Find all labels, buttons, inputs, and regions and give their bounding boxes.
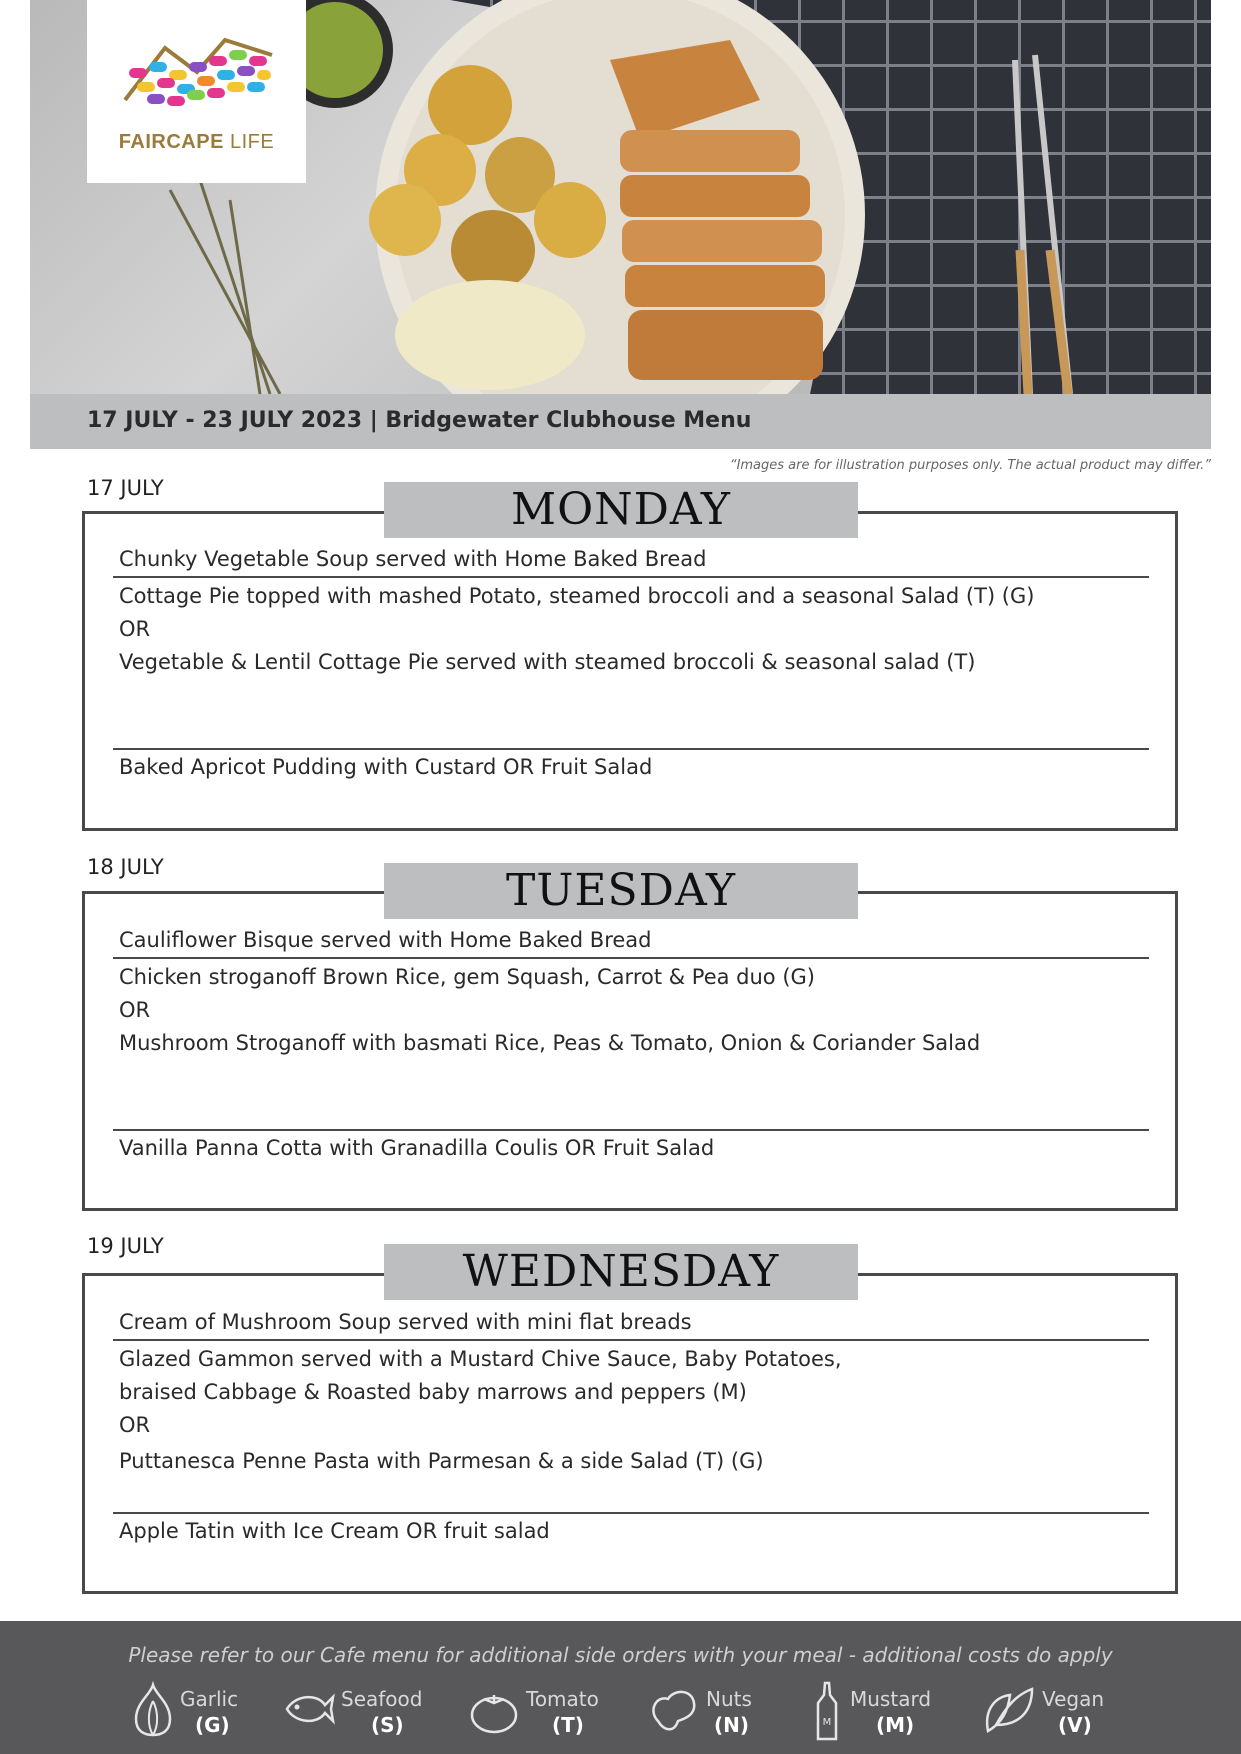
divider: [113, 1512, 1149, 1514]
brand-name: FAIRCAPE: [118, 131, 224, 153]
image-disclaimer: “Images are for illustration purposes only. The actual product may differ.”: [729, 458, 1211, 473]
logo-mountain-icon: [87, 0, 306, 130]
legend-nuts: [648, 1681, 778, 1743]
main-item-alt: Mushroom Stroganoff with basmati Rice, Peas & Tomato, Onion & Coriander Salad: [119, 1031, 981, 1055]
tomato-icon: [468, 1681, 520, 1737]
day-banner-wednesday: WEDNESDAY: [384, 1244, 858, 1300]
legend-code: (G): [195, 1713, 230, 1737]
legend-vegan: [980, 1681, 1120, 1743]
day-date-monday: 17 JULY: [87, 476, 164, 500]
main-item: Chicken stroganoff Brown Rice, gem Squash, Carrot & Pea duo (G): [119, 965, 815, 989]
legend-label: Tomato: [526, 1687, 599, 1711]
divider: [113, 1339, 1149, 1341]
hero-food-photo: [30, 0, 1211, 394]
day-banner-monday: MONDAY: [384, 482, 858, 538]
legend-mustard: [812, 1681, 952, 1743]
legend-code: (T): [552, 1713, 584, 1737]
dessert-item: Apple Tatin with Ice Cream OR fruit salad: [119, 1519, 550, 1543]
legend-code: (M): [876, 1713, 915, 1737]
or-label: OR: [119, 1413, 151, 1437]
legend-tomato: [468, 1681, 618, 1743]
leaf-icon: [980, 1681, 1036, 1737]
brand-logo: [87, 0, 306, 183]
or-label: OR: [119, 617, 151, 641]
main-item: Glazed Gammon served with a Mustard Chive Sauce, Baby Potatoes,: [119, 1347, 842, 1371]
divider: [113, 957, 1149, 959]
divider: [113, 748, 1149, 750]
main-item-continued: braised Cabbage & Roasted baby marrows and peppers (M): [119, 1380, 747, 1404]
brand-sub: LIFE: [229, 131, 275, 153]
legend-seafood: [283, 1681, 433, 1743]
main-item-alt: Puttanesca Penne Pasta with Parmesan & a side Salad (T) (G): [119, 1449, 764, 1473]
legend-label: Nuts: [706, 1687, 752, 1711]
divider: [113, 1129, 1149, 1131]
mustard-bottle-icon: [812, 1681, 842, 1743]
legend-label: Mustard: [850, 1687, 932, 1711]
or-label: OR: [119, 998, 151, 1022]
divider: [113, 576, 1149, 578]
garlic-icon: [130, 1681, 176, 1737]
legend-label: Vegan: [1042, 1687, 1105, 1711]
main-item: Cottage Pie topped with mashed Potato, steamed broccoli and a seasonal Salad (T) (G): [119, 584, 1035, 608]
menu-title-band: [30, 394, 1211, 449]
legend-code: (S): [371, 1713, 404, 1737]
legend-code: (N): [714, 1713, 750, 1737]
peanut-icon: [648, 1681, 700, 1737]
day-date-wednesday: 19 JULY: [87, 1234, 164, 1258]
legend-code: (V): [1058, 1713, 1092, 1737]
main-item-alt: Vegetable & Lentil Cottage Pie served with steamed broccoli & seasonal salad (T): [119, 650, 976, 674]
footer-legend: [0, 1621, 1241, 1754]
legend-garlic: [130, 1681, 250, 1743]
legend-label: Garlic: [180, 1687, 239, 1711]
legend-label: Seafood: [341, 1687, 423, 1711]
dessert-item: Baked Apricot Pudding with Custard OR Fruit Salad: [119, 755, 653, 779]
soup-item: Cream of Mushroom Soup served with mini flat breads: [119, 1310, 692, 1334]
soup-item: Chunky Vegetable Soup served with Home Baked Bread: [119, 547, 707, 571]
svg-text:M: M: [822, 1717, 832, 1728]
page-title: 17 JULY - 23 JULY 2023 | Bridgewater Clubhouse Menu: [87, 408, 752, 433]
fish-icon: [283, 1681, 335, 1737]
dessert-item: Vanilla Panna Cotta with Granadilla Coulis OR Fruit Salad: [119, 1136, 715, 1160]
day-date-tuesday: 18 JULY: [87, 855, 164, 879]
day-banner-tuesday: TUESDAY: [384, 863, 858, 919]
soup-item: Cauliflower Bisque served with Home Baked Bread: [119, 928, 652, 952]
footer-note: Please refer to our Cafe menu for additional side orders with your meal - additional costs do apply: [128, 1643, 1113, 1667]
